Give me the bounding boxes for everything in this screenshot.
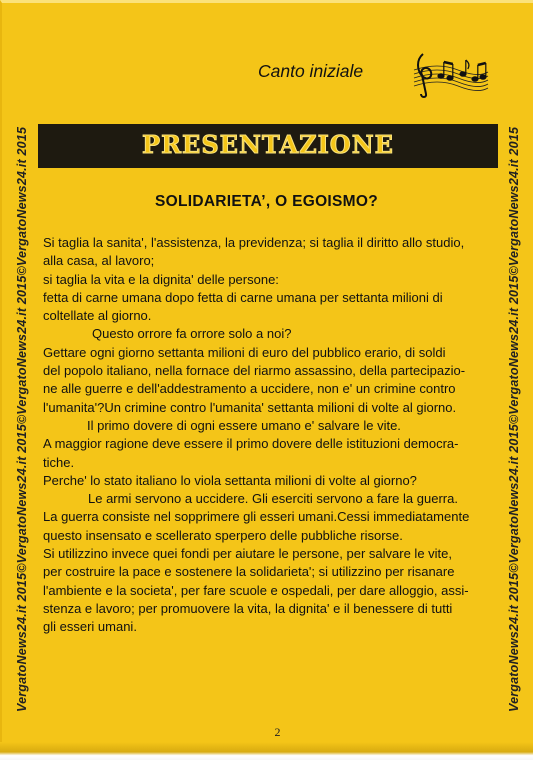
body-line: Si utilizzino invece quei fondi per aiutare le persone, per salvare le vite, [43, 546, 453, 562]
banner-title: PRESENTAZIONE [142, 130, 394, 159]
section-subtitle: SOLIDARIETA’, O EGOISMO? [154, 193, 379, 210]
body-line: del popolo italiano, nella fornace del riarmo assassino, della partecipazio- [43, 363, 466, 379]
page-bottom-edge [0, 742, 533, 760]
body-line: A maggior ragione deve essere il primo dovere delle istituzioni democra- [43, 436, 459, 452]
body-line: Le armi servono a uccidere. Gli eserciti servono a fare la guerra. [88, 491, 458, 507]
body-line: Si taglia la sanita', l'assistenza, la previdenza; si taglia il diritto allo studio, [43, 235, 465, 250]
header-title: Canto iniziale [258, 61, 364, 81]
body-line: Gettare ogni giorno settanta milioni di euro del pubblico erario, di soldi [43, 344, 446, 360]
music-notes-icon [408, 48, 490, 103]
body-line: Perche' lo stato italiano lo viola settanta milioni di volte al giorno? [43, 472, 417, 488]
body-line: fetta di carne umana dopo fetta di carne umana per settanta milioni di [43, 289, 443, 305]
body-text [43, 234, 505, 637]
body-line: tiche. [43, 454, 75, 470]
body-line: Questo orrore fa orrore solo a noi? [92, 326, 292, 342]
body-line: ne alle guerre e dell'addestramento a uccidere, non e' un crimine contro [43, 381, 456, 397]
body-line: coltellate al giorno. [43, 308, 152, 324]
watermark-right: VergatoNews24.it 2015©VergatoNews24.it 2015©VergatoNews24.it 2015©VergatoNews24.it 2015 [507, 126, 521, 712]
page-number: 2 [274, 725, 281, 739]
body-line: La guerra consiste nel sopprimere gli esseri umani.Cessi immediatamente [43, 509, 470, 525]
body-line: stenza e lavoro; per promuovere la vita, la dignita' e il benessere di tutti [43, 600, 453, 616]
body-line: questo insensato e scellerato sperpero delle pubbliche risorse. [43, 527, 403, 543]
body-line: si taglia la vita e la dignita' delle persone: [43, 271, 279, 287]
body-line: l'umanita'?Un crimine contro l'umanita' settanta milioni di volte al giorno. [43, 399, 457, 415]
presentation-banner [38, 124, 498, 168]
body-line: gli esseri umani. [43, 619, 137, 635]
body-line: per costruire la pace e sostenere la solidarieta'; si utilizzino per risanare [43, 564, 455, 580]
watermark-left: VergatoNews24.it 2015©VergatoNews24.it 2015©VergatoNews24.it 2015©VergatoNews24.it 2015 [15, 126, 29, 712]
body-line: Il primo dovere di ogni essere umano e' salvare le vite. [87, 417, 401, 433]
body-line: alla casa, al lavoro; [43, 253, 155, 269]
body-line: l'ambiente e la societa', per fare scuole e ospedali, per dare alloggio, assi- [43, 582, 469, 598]
